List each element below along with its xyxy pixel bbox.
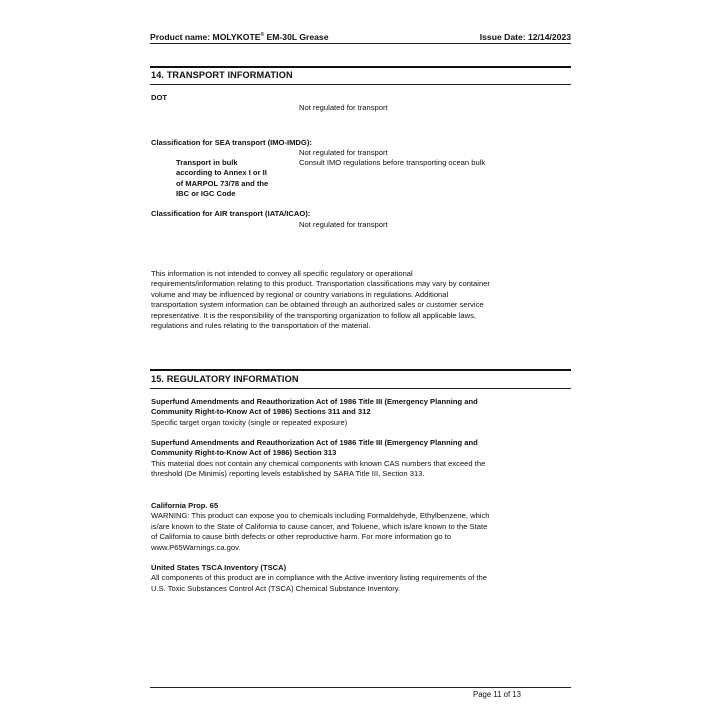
sara-313-text: This material does not contain any chemical components with known CAS numbers that exceed the: [151, 458, 486, 468]
prop65-heading: California Prop. 65: [151, 501, 219, 510]
page-number: Page 11 of 13: [473, 690, 521, 699]
prop65-text: of California to cause birth defects or other reproductive harm. For more information go to: [151, 532, 452, 542]
prop65-text: WARNING: This product can expose you to chemicals including Formaldehyde, Ethylbenzene, which: [151, 511, 490, 521]
section-15-top-rule: [150, 369, 571, 371]
sara-311-text: Specific target organ toxicity (single or repeated exposure): [151, 417, 348, 427]
disclaimer-line: regulations and rules relating to the transportation of the material.: [151, 321, 371, 331]
tsca-block: [151, 563, 571, 594]
bulk-label-line: of MARPOL 73/78 and the: [176, 179, 269, 188]
section-14-title: 14. TRANSPORT INFORMATION: [151, 70, 293, 80]
air-value: Not regulated for transport: [299, 220, 388, 229]
bulk-label-line: IBC or IGC Code: [176, 189, 236, 198]
air-label: Classification for AIR transport (IATA/ICAO):: [151, 209, 311, 218]
dot-value: Not regulated for transport: [299, 103, 388, 112]
disclaimer-line: This information is not intended to convey all specific regulatory or operational: [151, 269, 413, 278]
issue-date: Issue Date: 12/14/2023: [479, 32, 571, 42]
bulk-value: Consult IMO regulations before transporting ocean bulk: [299, 158, 486, 167]
sara-313-text: threshold (De Minimis) reporting levels established by SARA Title III, Section 313.: [151, 469, 425, 479]
product-name: Product name: MOLYKOTE® EM-30L Grease: [150, 32, 329, 42]
tsca-text: U.S. Toxic Substances Control Act (TSCA) Chemical Substance Inventory.: [151, 583, 401, 593]
section-14-top-rule: [150, 66, 571, 68]
tsca-heading: United States TSCA Inventory (TSCA): [151, 563, 287, 572]
tsca-text: All components of this product are in compliance with the Active inventory listing requirements of the: [151, 573, 487, 583]
sara-311-heading: Superfund Amendments and Reauthorization Act of 1986 Title III (Emergency Planning and: [151, 397, 478, 406]
prop65-text: www.P65Warnings.ca.gov.: [151, 542, 241, 552]
sara-313-heading: Superfund Amendments and Reauthorization Act of 1986 Title III (Emergency Planning and: [151, 438, 478, 447]
bulk-label-line: Transport in bulk: [176, 158, 238, 167]
sea-label: Classification for SEA transport (IMO-IMDG):: [151, 138, 312, 147]
prop65-text: is/are known to the State of California to cause cancer, and Toluene, which is/are known to the State: [151, 521, 488, 531]
prop65-block: [151, 501, 571, 553]
sara-311-heading: Community Right-to-Know Act of 1986) Sections 311 and 312: [151, 407, 371, 417]
dot-label: DOT: [151, 93, 168, 102]
disclaimer-line: representative. It is the responsibility of the transporting organization to follow all applicable laws,: [151, 310, 477, 320]
section-15-bottom-rule: [150, 388, 571, 389]
section-15-title: 15. REGULATORY INFORMATION: [151, 374, 299, 384]
disclaimer-line: requirements/information relating to this product. Transportation classifications may vary by container: [151, 279, 490, 289]
section-14-bottom-rule: [150, 84, 571, 85]
transport-disclaimer: [151, 269, 571, 331]
bulk-label-line: according to Annex I or II: [176, 168, 267, 177]
sea-value: Not regulated for transport: [299, 148, 388, 157]
footer-divider: [150, 687, 571, 688]
sara-311-block: [151, 397, 571, 428]
header-divider: [150, 43, 571, 44]
sara-313-block: [151, 438, 571, 480]
sara-313-heading: Community Right-to-Know Act of 1986) Section 313: [151, 448, 337, 458]
disclaimer-line: transportation system information can be obtained through an authorized sales or customer service: [151, 300, 484, 310]
disclaimer-line: volume and may be influenced by regional or country variations in regulations. Additional: [151, 289, 449, 299]
